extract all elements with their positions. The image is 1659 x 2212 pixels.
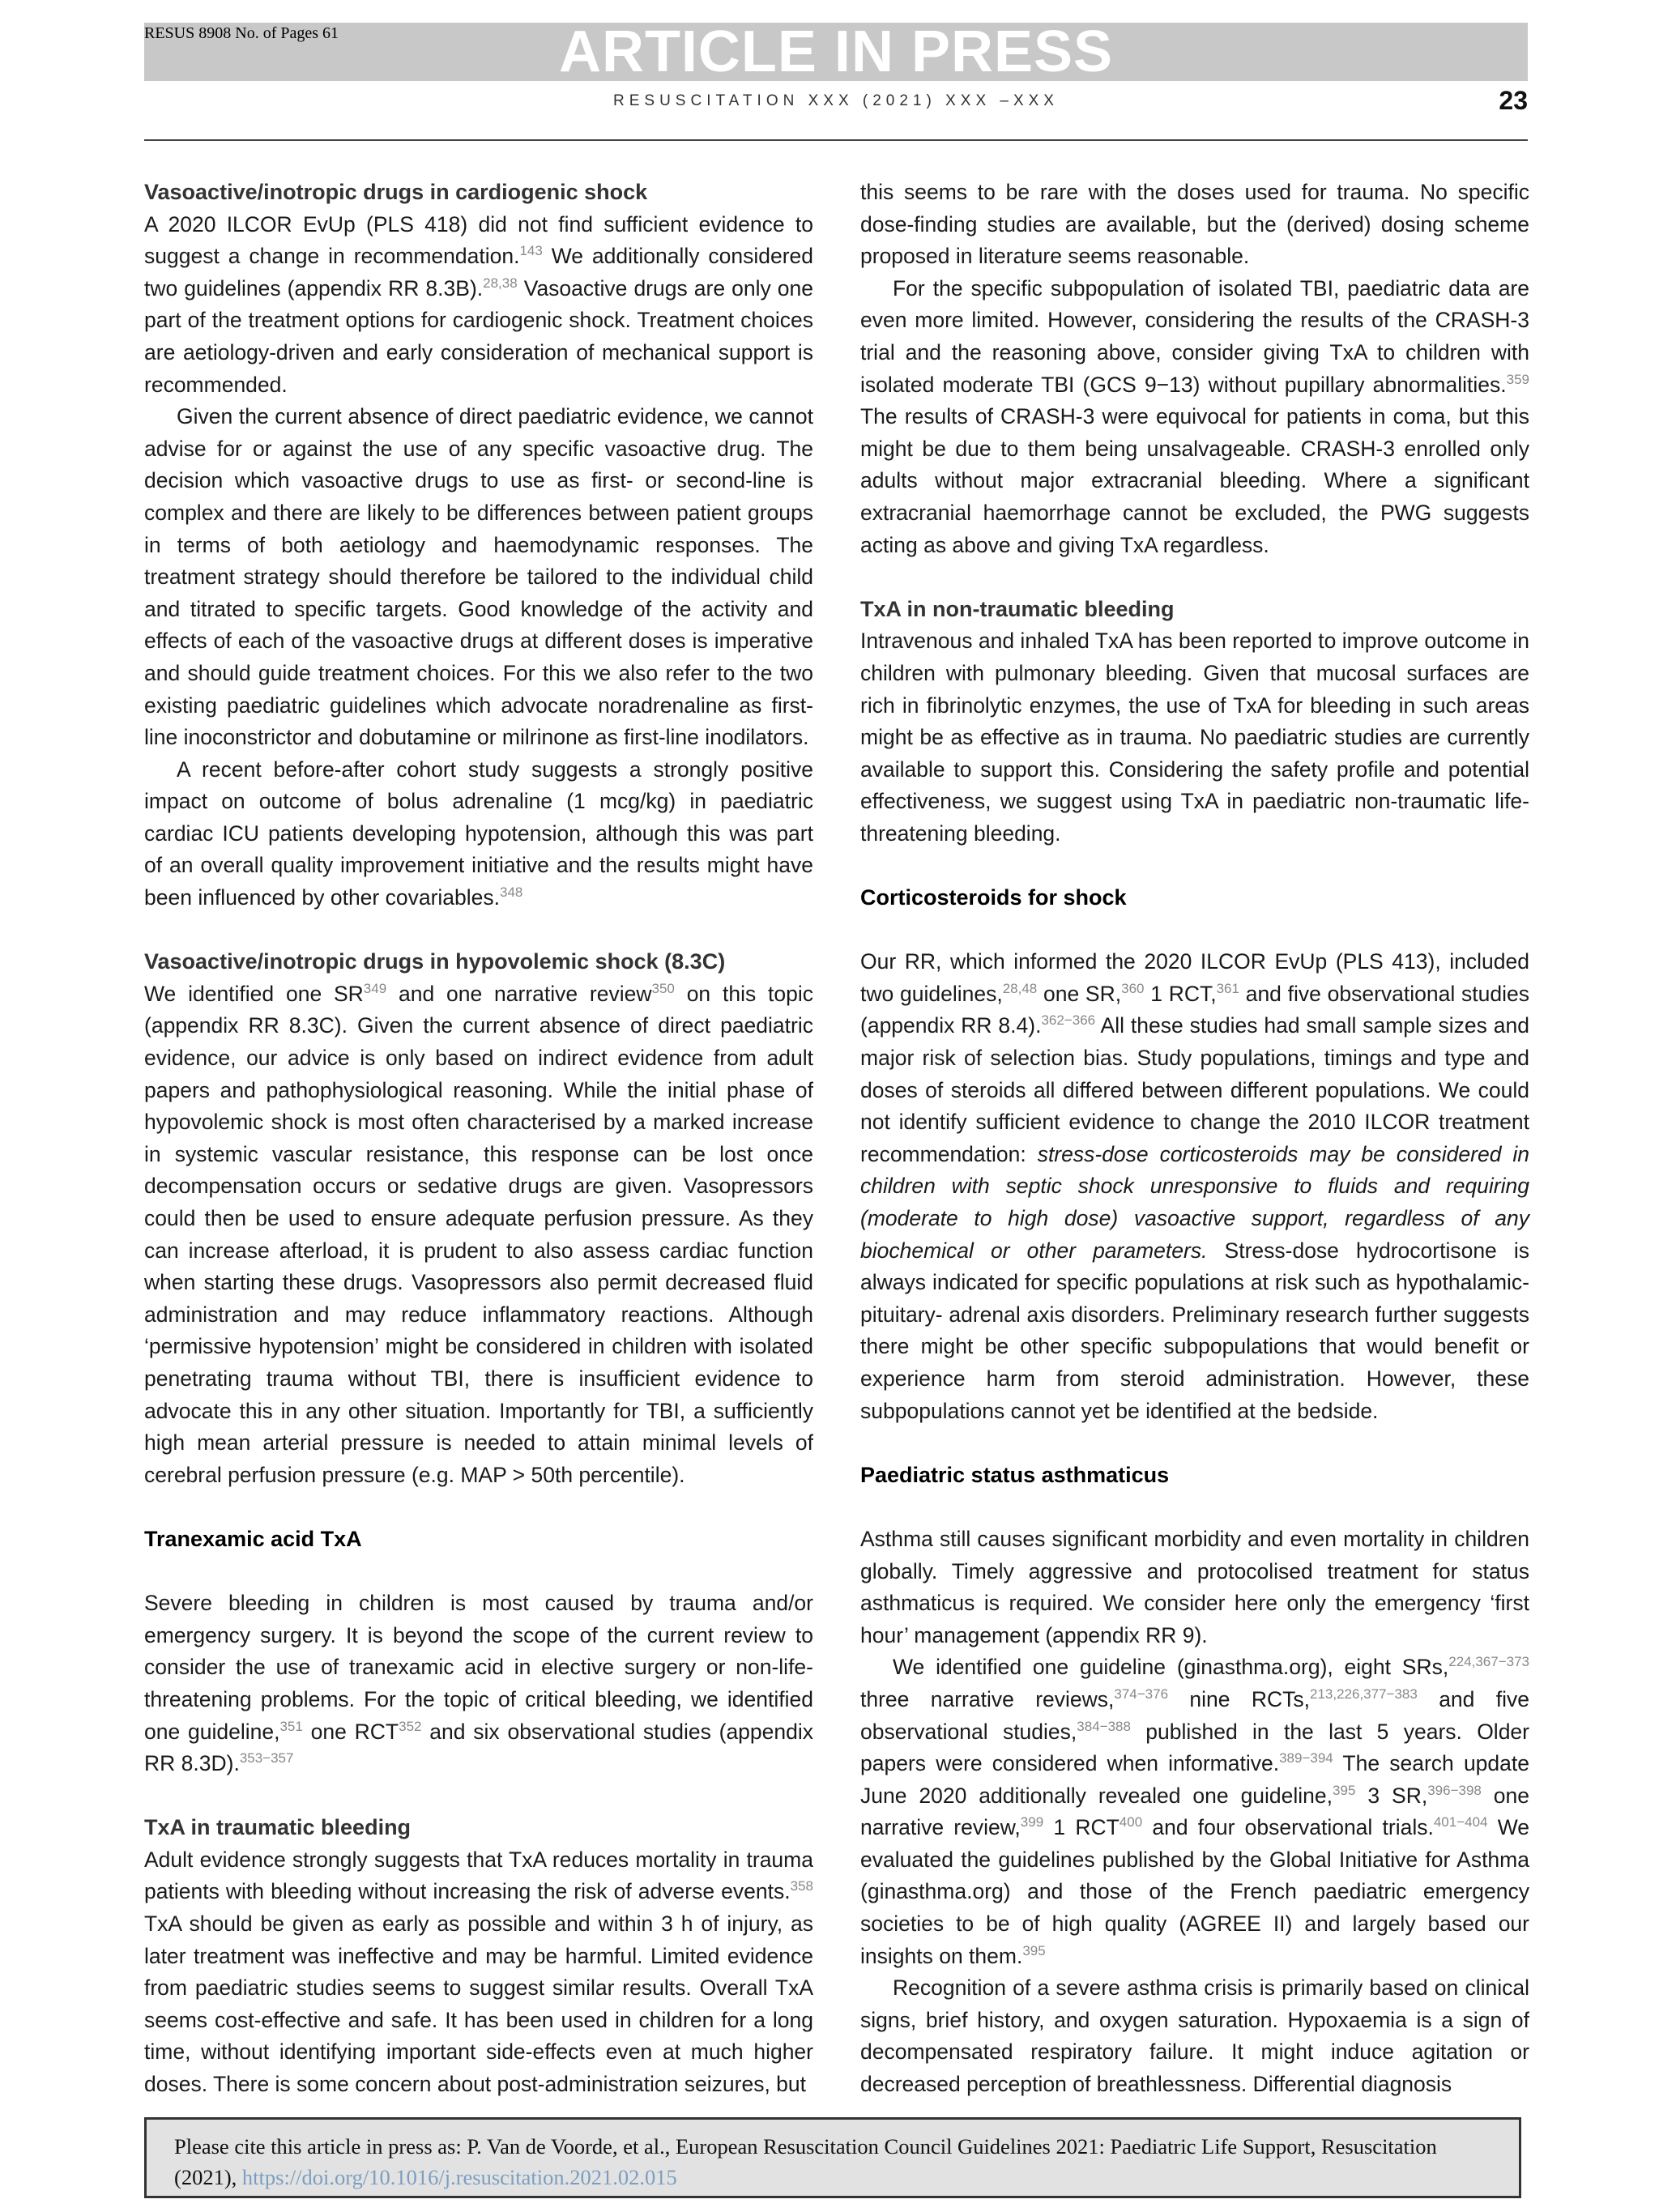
- citation[interactable]: 358: [790, 1878, 813, 1894]
- recommendation-quote: stress-dose corticosteroids may be considered in children with septic shock unresponsive to fluids and requiring (moderate to high dose) vasoactive support, regardless of any biochemical or other parameters.: [860, 1141, 1529, 1263]
- citation[interactable]: 350: [651, 981, 675, 997]
- citation[interactable]: 362−366: [1041, 1012, 1096, 1029]
- banner-text: ARTICLE IN PRESS: [558, 19, 1114, 84]
- heading-tranexamic-acid: Tranexamic acid TxA: [144, 1526, 362, 1551]
- citation[interactable]: 360: [1121, 981, 1145, 997]
- citation[interactable]: 396−398: [1427, 1782, 1482, 1798]
- header-divider: [144, 139, 1528, 141]
- citation[interactable]: 359: [1506, 371, 1529, 387]
- citation[interactable]: 353−357: [239, 1750, 294, 1767]
- citation[interactable]: 28,38: [483, 275, 518, 291]
- heading-status-asthmaticus: Paediatric status asthmaticus: [860, 1462, 1170, 1487]
- heading-cardiogenic-shock: Vasoactive/inotropic drugs in cardiogenic shock: [144, 180, 648, 204]
- citation[interactable]: 389−394: [1279, 1750, 1333, 1767]
- citation-text: Please cite this article in press as: P. Van de Voorde, et al., European Resuscitation Council Guidelines 2021: Paediatric Life Support, Resuscitation (2021),: [174, 2134, 1437, 2189]
- journal-running-head: RESUSCITATION XXX (2021) XXX –XXX: [613, 92, 1059, 109]
- citation[interactable]: 395: [1022, 1942, 1046, 1958]
- heading-corticosteroids: Corticosteroids for shock: [860, 885, 1127, 910]
- heading-non-traumatic-bleeding: TxA in non-traumatic bleeding: [860, 596, 1175, 621]
- paragraph: A recent before-after cohort study suggests a strongly positive impact on outcome of bolus adrenaline (1 mcg/kg) in paediatric cardiac ICU patients developing hypotension, although this was part of an overall quality improvement initiative and the results might have been influenced by other covariables.$^{348}$: [144, 757, 813, 910]
- citation[interactable]: 28,48: [1002, 981, 1038, 997]
- paragraph: Given the current absence of direct paediatric evidence, we cannot advise for or against the use of any specific vasoactive drug. The decision which vasoactive drugs to use as first- or second-line is complex and there are likely to be differences between patient groups in terms of both aetiology and haemodynamic responses. The treatment strategy should therefore be tailored to the individual child and titrated to specific targets. Good knowledge of the activity and effects of each of the vasoactive drugs at different doses is imperative and should guide treatment choices. For this we also refer to the two existing paediatric guidelines which advocate noradrenaline as first-line inoconstrictor and dobutamine or milrinone as first-line inodilators.: [144, 404, 813, 750]
- paragraph: For the specific subpopulation of isolated TBI, paediatric data are even more limited. However, considering the results of the CRASH-3 trial and the reasoning above, consider giving TxA to children with isolated moderate TBI (GCS 9−13) without pupillary abnormalities.$^{359}$ The results of CRASH-3 were equivocal for patients in coma, but this might be due to them being unsalvageable. CRASH-3 enrolled only adults without major extracranial bleeding. Where a significant extracranial haemorrhage cannot be excluded, the PWG suggests acting as above and giving TxA regardless.: [860, 275, 1529, 557]
- doi-link[interactable]: https://doi.org/10.1016/j.resuscitation.2021.02.015: [241, 2165, 677, 2189]
- paragraph: Our RR, which informed the 2020 ILCOR EvUp (PLS 413), included two guidelines,$^{28,48}$ one SR,$^{360}$ 1 RCT,$^{361}$ and five observational studies (appendix RR 8.4).$^{362-366}$ All these studies had small sample sizes and major risk of selection bias. Study populations, timings and type and doses of steroids all differed between different populations. We could not identify sufficient evidence to change the 2010 ILCOR treatment recommendation: stress-dose corticosteroids may be considered in children with septic shock unresponsive to fluids and requiring (moderate to high dose) vasoactive support, regardless of any biochemical or other parameters. Stress-dose hydrocortisone is always indicated for specific populations at risk such as hypothalamic-pituitary- adrenal axis disorders. Preliminary research further suggests there might be other specific subpopulations that would benefit or experience harm from steroid administration. However, these subpopulations cannot yet be identified at the bedside.: [860, 949, 1529, 1423]
- article-in-press-banner: [144, 19, 1528, 84]
- citation[interactable]: 143: [519, 243, 543, 259]
- paragraph: We identified one guideline (ginasthma.org), eight SRs,$^{224,367-373}$ three narrative reviews,$^{374-376}$ nine RCTs,$^{213,226,377-383}$ and five observational studies,$^{384-388}$ published in the last 5 years. Older papers were considered when informative.$^{389-394}$ The search update June 2020 additionally revealed one guideline,$^{395}$ 3 SR,$^{396-398}$ one narrative review,$^{399}$ 1 RCT$^{400}$ and four observational trials.$^{401-404}$ We evaluated the guidelines published by the Global Initiative for Asthma (ginasthma.org) and those of the French paediatric emergency societies to be of high quality (AGREE II) and largely based our insights on them.$^{395}$: [860, 1654, 1530, 1968]
- paragraph: Recognition of a severe asthma crisis is primarily based on clinical signs, brief history, and oxygen saturation. Hypoxaemia is a sign of decompensated respiratory failure. It might induce agitation or decreased perception of breathlessness. Differential diagnosis: [860, 1975, 1529, 2097]
- citation[interactable]: 348: [500, 884, 523, 901]
- paragraph: Asthma still causes significant morbidity and even mortality in children globally. Timely aggressive and protocolised treatment for status asthmaticus is required. We consider here only the emergency ‘first hour’ management (appendix RR 9).: [860, 1526, 1529, 1647]
- paragraph: this seems to be rare with the doses used for trauma. No specific dose-finding studies are available, but the (derived) dosing scheme proposed in literature seems reasonable.: [860, 180, 1529, 269]
- citation[interactable]: 361: [1216, 981, 1239, 997]
- citation[interactable]: 384−388: [1077, 1718, 1131, 1734]
- page-number: 23: [1499, 86, 1528, 115]
- heading-hypovolemic-shock: Vasoactive/inotropic drugs in hypovolemic shock (8.3C): [144, 949, 726, 974]
- left-column: [144, 177, 813, 2101]
- citation[interactable]: 349: [363, 981, 387, 997]
- paragraph: Adult evidence strongly suggests that TxA reduces mortality in trauma patients with bleeding without increasing the risk of adverse events.$^{358}$ TxA should be given as early as possible and within 3 h of injury, as later treatment was ineffective and may be harmful. Limited evidence from paediatric studies seems to suggest similar results. Overall TxA seems cost-effective and safe. It has been used in children for a long time, without identifying important side-effects even at much higher doses. There is some concern about post-administration seizures, but: [144, 1847, 813, 2097]
- citation[interactable]: 399: [1020, 1814, 1044, 1831]
- citation[interactable]: 374−376: [1114, 1686, 1169, 1703]
- citation[interactable]: 213,226,377−383: [1310, 1686, 1418, 1703]
- paragraph: Intravenous and inhaled TxA has been reported to improve outcome in children with pulmonary bleeding. Given that mucosal surfaces are rich in fibrinolytic enzymes, the use of TxA for bleeding in such areas might be as effective as in trauma. No paediatric studies are currently available to support this. Considering the safety profile and potential effectiveness, we suggest using TxA in paediatric non-traumatic life-threatening bleeding.: [860, 629, 1529, 846]
- citation[interactable]: 400: [1119, 1814, 1143, 1831]
- citation[interactable]: 224,367−373: [1448, 1654, 1529, 1670]
- citation[interactable]: 401−404: [1433, 1814, 1488, 1831]
- citation[interactable]: 395: [1333, 1782, 1356, 1798]
- citation[interactable]: 351: [279, 1718, 303, 1734]
- paragraph: A 2020 ILCOR EvUp (PLS 418) did not find sufficient evidence to suggest a change in recommendation.$^{143}$ We additionally considered two guidelines (appendix RR 8.3B).$^{28,38}$ Vasoactive drugs are only one part of the treatment options for cardiogenic shock. Treatment choices are aetiology-driven and early consideration of mechanical support is recommended.: [144, 211, 813, 397]
- manuscript-id: RESUS 8908 No. of Pages 61: [144, 24, 339, 42]
- citation[interactable]: 352: [399, 1718, 422, 1734]
- heading-traumatic-bleeding: TxA in traumatic bleeding: [144, 1815, 412, 1840]
- paragraph: We identified one SR$^{349}$ and one narrative review$^{350}$ on this topic (appendix RR 8.3C). Given the current absence of direct paediatric evidence, our advice is only based on indirect evidence from adult papers and pathophysiological reasoning. While the initial phase of hypovolemic shock is most often characterised by a marked increase in systemic vascular resistance, this response can be lost once decompensation occurs or sedative drugs are given. Vasopressors could then be used to ensure adequate perfusion pressure. As they can increase afterload, it is prudent to also assess cardiac function when starting these drugs. Vasopressors also permit decreased fluid administration and may reduce inflammatory reactions. Although ‘permissive hypotension’ might be considered in children with isolated penetrating trauma without TBI, there is insufficient evidence to advocate this in any other situation. Importantly for TBI, a sufficiently high mean arterial pressure is needed to attain minimal levels of cerebral perfusion pressure (e.g. MAP > 50th percentile).: [144, 981, 813, 1487]
- paragraph: Severe bleeding in children is most caused by trauma and/or emergency surgery. It is beyond the scope of the current review to consider the use of tranexamic acid in elective surgery or non-life-threatening problems. For the topic of critical bleeding, we identified one guideline,$^{351}$ one RCT$^{352}$ and six observational studies (appendix RR 8.3D).$^{353-357}$: [144, 1591, 814, 1776]
- citation-box: [144, 2117, 1521, 2198]
- right-column: [860, 177, 1529, 2101]
